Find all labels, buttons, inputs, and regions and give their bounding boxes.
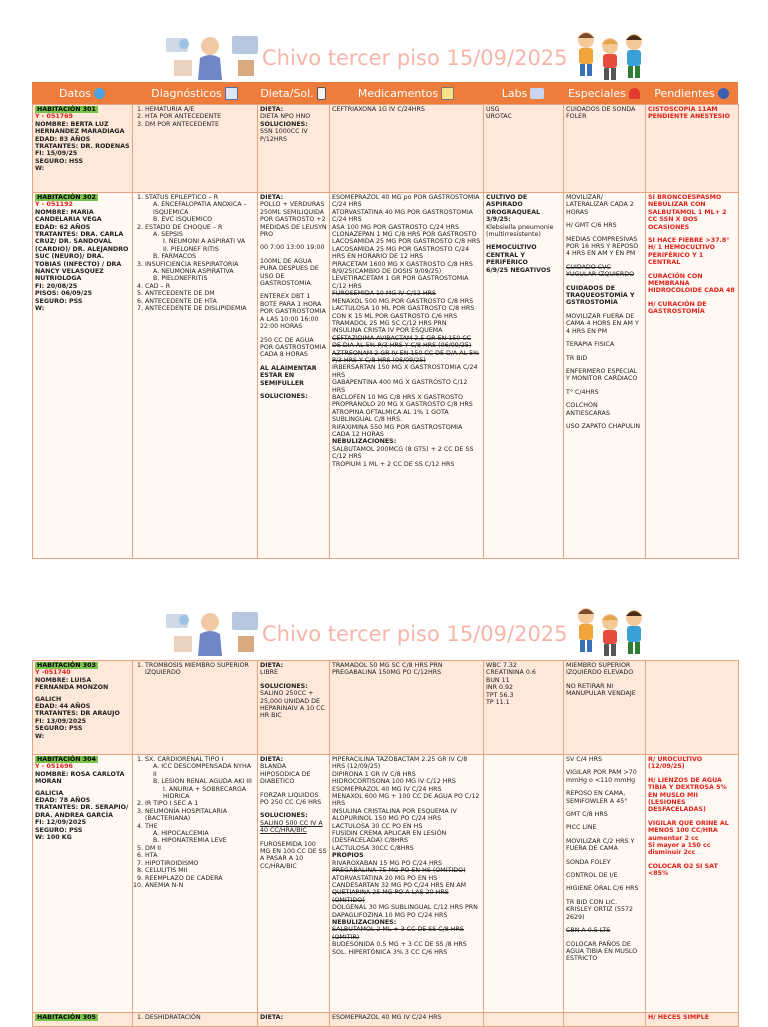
- special-item: H/ GMT C/6 HRS: [566, 222, 617, 230]
- meds-cell: [330, 1013, 484, 1027]
- special-item: GMT C/8 HRS: [566, 811, 608, 819]
- special-item: MOVILIZAR FUERA DE CAMA 4 HORS EN AM Y 4 HRS EN PM: [566, 312, 639, 335]
- med-item: DAPAGLIFOZINA 10 MG PO C/24 HRS: [332, 911, 448, 919]
- pending-item: COLOCAR O2 SI SAT <85%: [648, 862, 718, 878]
- med-item: ALOPURINOL 150 MG PO C/24 HRS: [332, 815, 442, 823]
- patient-name-cont: GALICIA: [35, 789, 64, 797]
- lab-item: WBC 7.32: [486, 662, 517, 669]
- diagnosis-item: 10. ANEMIA N-N: [145, 882, 255, 889]
- diagnosis-sub: B. FARMACOS: [153, 253, 197, 261]
- patient-fi: FI: 20/08/25: [35, 282, 78, 290]
- col-datos: [32, 82, 132, 104]
- room-badge: HABITACIÓN 304: [37, 756, 96, 763]
- med-item: CLONAZEPAN 1 MG C/8 HRS POR GASTROSTO: [332, 231, 477, 239]
- patient-doctors: TRATANTES: DR ARAUJO: [35, 710, 120, 718]
- pendientes-cell: [646, 755, 739, 1013]
- labs-cell: [484, 193, 564, 559]
- table-row-301: [33, 105, 739, 193]
- pendientes-cell: [646, 105, 739, 193]
- diet-label: DIETA:: [260, 756, 284, 763]
- med-item: SALBUTAMOL 2 ML + 3 CC DE SS C/8 HRS (OMITIR): [332, 926, 464, 941]
- med-item: ESOMEPRAZOL 40 MG po POR GASTROSTOMIA C/24 HRS: [332, 194, 480, 209]
- med-item: ESOMEPRAZOL 40 MG IV C/24 HRS: [332, 1014, 442, 1021]
- room-badge: HABITACIÓN 305: [37, 1014, 96, 1021]
- special-item: HIGIENE ORAL C/6 HRS: [566, 885, 639, 893]
- med-item: IRBERSARTAN 150 MG X GASTROSTOMIA C/24 HRS: [332, 364, 478, 379]
- lab-item: HEMOCULTIVO CENTRAL Y PERIFERICO: [486, 244, 537, 267]
- pending-item: H/ CURACIÓN DE GASTROSTOMÍA: [648, 300, 707, 316]
- patient-insurance: SEGURO: PSS: [35, 826, 83, 834]
- diet-text: POLLO + VERDURAS 250ML SEMILIQUIDA POR GASTROSTO +2 MEDIDAS DE LEUSYN PRO: [260, 201, 327, 239]
- dieta-cell: [258, 1013, 330, 1027]
- meds-cell: [330, 193, 484, 559]
- question-icon: [718, 88, 729, 99]
- med-item: CANDESARTAN 32 MG PO C/24 HRS EN AM: [332, 881, 467, 889]
- med-item: TRAMADOL 25 MG SC C/12 HRS PRN: [332, 319, 447, 327]
- diag-cell: [133, 661, 258, 755]
- solutions-label: SOLUCIONES:: [260, 812, 308, 820]
- patient-id: Y - 051192: [35, 201, 73, 209]
- page-header: [32, 28, 738, 84]
- diet-text: BLANDA HIPOSODICA DE DIABETICO: [260, 763, 311, 786]
- med-item: BUDESONIDA 0.5 MG + 3 CC DE SS /8 HRS: [332, 941, 467, 949]
- med-item: HIDROCORTISONA 100 MG IV C/12 HRS: [332, 778, 456, 786]
- labs-cell: [484, 1013, 564, 1027]
- special-item: MEDIAS COMPRESIVAS POR 16 HRS Y REPOSO 4 HRS EN AM Y EN PM: [566, 235, 639, 258]
- special-item: NO RETIRAR NI MANUPULAR VENDAJE: [566, 682, 636, 698]
- med-item: SOL. HIPERTÓNICA 3% 3 CC C/6 HRS: [332, 948, 448, 956]
- med-item: ATORVASTATINA 40 MG POR GASTROSTOMIA C/24 HRS: [332, 208, 473, 224]
- patient-doctors: TRATANTES: DR. RODENAS: [35, 143, 130, 151]
- diet-text: LIBRE: [260, 669, 279, 677]
- pending-item: CURACIÓN CON MEMBRANA HIDROCOLOIDE CADA 48: [648, 272, 735, 295]
- diagnosis-sub: B. PIELONEFRITIS: [153, 275, 208, 283]
- special-item: COLCHON ANTIESCARAS: [566, 402, 610, 417]
- especiales-cell: [564, 661, 646, 755]
- med-item: PREGABALINA 75 MG PO EN HS (OMITIDO): [332, 867, 466, 875]
- dieta-cell: [258, 755, 330, 1013]
- col-medicamentos: [329, 82, 483, 104]
- patient-name-cont: GALICH: [35, 695, 62, 703]
- med-item: GABAPENTINA 400 MG X GASTROSTO C/12 HRS: [332, 379, 468, 394]
- alarm-siren-icon: [629, 88, 640, 99]
- patient-insurance: SEGURO: HSS: [35, 157, 84, 165]
- special-item: MOVILIZAR/ LATERALIZAR CADA 2 HORAS: [566, 194, 634, 216]
- diag-cell: [133, 193, 258, 559]
- diagnosis-item: 1. SX. CARDIORENAL TIPO I: [145, 756, 255, 763]
- diagnosis-item: 2. HTA POR ANTECEDENTE: [145, 113, 255, 120]
- med-item: PREGABALINA 150MG PO C/12HRS: [332, 669, 442, 677]
- especiales-cell: [564, 105, 646, 193]
- special-item: CUIDADOS DE SONDA FOLER: [566, 106, 636, 121]
- special-item: SV C/4 HRS: [566, 756, 602, 763]
- pending-item: R/ UROCULTIVO (12/09/25): [648, 756, 703, 771]
- pending-item: H/ HECES SIMPLE: [648, 1014, 710, 1021]
- col-label: Diagnósticos: [151, 86, 222, 100]
- patient-name: NOMBRE: MARIA CANDELARIA VEGA: [35, 208, 102, 224]
- diet-label: DIETA:: [260, 194, 284, 201]
- pending-item: VIGILAR QUE ORINE AL MENOS 100 CC/HRA aumentar 2 cc: [648, 819, 729, 842]
- col-label: Labs: [501, 86, 528, 100]
- diet-text: DIETA NPO HNO: [260, 113, 311, 121]
- med-item: RIFAXIMINA 550 MG POR GASTROSTOMIA CADA 12 HORAS: [332, 423, 463, 438]
- patient-fi: FI: 15/09/25: [35, 150, 78, 158]
- diagnosis-item: 2. IR TIPO I SEC A 1: [145, 800, 255, 807]
- pending-item: SI HACE FIEBRE >37.8°: [648, 237, 730, 245]
- diagnosis-sub: I. NEUMONI A ASPIRATI VA: [163, 238, 246, 246]
- pills-icon: [441, 87, 454, 100]
- diag-cell: [133, 755, 258, 1013]
- solutions-label: SOLUCIONES:: [260, 392, 308, 400]
- nebulization-label: NEBULIZACIONES:: [332, 438, 397, 446]
- lab-item: 6/9/25 NEGATIVOS: [486, 266, 551, 274]
- patient-id: Y - 051769: [35, 113, 73, 121]
- dieta-cell: [258, 193, 330, 559]
- diagnosis-item: 1. TROMBOSIS MIEMBRO SUPERIOR IZQUIERDO: [145, 662, 255, 677]
- diet-text: ENTEREX DBT 1 BOTE PARA 1 HORA POR GASTROSTOMIA A LAS 10:00 16:00 22:00 HORAS: [260, 293, 326, 331]
- datos-cell: [33, 1013, 133, 1027]
- special-item: CBN A 0.5 LTS: [566, 927, 611, 935]
- med-item: DIPIRONA 1 GR IV C/8 HRS: [332, 770, 416, 778]
- diagnosis-item: 1. HEMATURIA A/E: [145, 106, 255, 113]
- diagnosis-item: 6. HTA: [145, 852, 255, 859]
- med-item: ASA 100 MG POR GASTROSTO C/24 HRS: [332, 223, 459, 231]
- special-item: TERAPIA FISICA: [566, 341, 615, 349]
- special-item: USO ZAPATO CHAPULIN: [566, 422, 641, 430]
- page-title: Chivo tercer piso 15/09/2025: [262, 622, 568, 646]
- diagnosis-item: 9. REEMPLAZO DE CADERA: [145, 875, 255, 882]
- diagnosis-sub: A. HIPOCALCEMIA: [153, 830, 209, 838]
- lab-item: INR 0.92: [486, 684, 513, 692]
- diagnosis-item: 5. DM II: [145, 845, 255, 852]
- diagnosis-item: 2. ESTADO DE CHOQUE – R: [145, 224, 255, 231]
- col-dieta: [257, 82, 329, 104]
- diet-text: 250 CC DE AGUA POR GASTROSTOMIA CADA 8 HORAS: [260, 336, 326, 359]
- pendientes-cell: [646, 1013, 739, 1027]
- clipboard-icon: [225, 87, 238, 100]
- diet-label: DIETA:: [260, 662, 284, 669]
- diet-text: FORZAR LIQUIDOS PO 250 CC C/6 HRS: [260, 791, 322, 807]
- datos-cell: [33, 193, 133, 559]
- med-item: MENAXOL 500 MG POR GASTROSTO C/8 HRS: [332, 297, 474, 305]
- med-item: PIRACETAM 1600 MG X GASTROSTO C/8 HRS 8/9/25(CAMBIO DE DOSIS 9/09/25): [332, 260, 473, 276]
- med-item: LACOSAMIDA 25 MG POR GASTROSTO C/24 HRS EN HORARIO DE 12 HRS: [332, 245, 470, 261]
- diet-label: DIETA:: [260, 106, 284, 113]
- especiales-cell: [564, 1013, 646, 1027]
- person-icon: [94, 88, 105, 99]
- pending-item: CISTOSCOPIA 11AM PENDIENTE ANESTESIO: [648, 106, 730, 121]
- med-item: MENAXOL 600 MG + 100 CC DE AGUA PO C/12 HRS: [332, 793, 480, 808]
- nebulization-label: NEBULIZACIONES:: [332, 918, 397, 926]
- diagnosis-item: 8. CELULITIS MII: [145, 867, 255, 874]
- med-item: BACLOFEN 10 MG C/8 HRS X GASTROSTO: [332, 393, 463, 401]
- special-item: MIEMBRO SUPERIOR IZQUIERDO ELEVADO: [566, 662, 634, 677]
- med-item: LACTULOSA 30 CC PO EN HS: [332, 822, 423, 830]
- special-item: ENFERMERO ESPECIAL Y MONITOR CARDIACO: [566, 367, 638, 383]
- diet-label: DIETA:: [260, 1014, 284, 1021]
- special-item: TR BID CON LIC. KRISLEY ORTIZ (5572 2629): [566, 898, 634, 921]
- diagnosis-item: 4. THE: [145, 823, 255, 830]
- datos-cell: [33, 661, 133, 755]
- med-item: PIPERACILINA TAZOBACTAM 2.25 GR IV C/8 HRS (12/09/25): [332, 756, 468, 771]
- datos-cell: [33, 755, 133, 1013]
- med-item: CEFTAZIDIMA AVIBACTAM 2.5 GR EN 150 CC DE DIA AL 5% P/3 HRS Y C/8 HRS (06/09/25): [332, 334, 472, 350]
- table-row-303: [33, 661, 739, 755]
- patient-weight: W:: [35, 165, 45, 173]
- patient-age: EDAD: 83 AÑOS: [35, 135, 91, 143]
- med-item: ESOMEPRAZOL 40 MG IV C/24 HRS: [332, 785, 442, 793]
- pending-item: H/ 1 HEMOCULTIVO PERIFÉRICO Y 1 CENTRAL: [648, 244, 715, 267]
- labs-cell: [484, 105, 564, 193]
- special-item: CONTROL DE I/E: [566, 872, 618, 880]
- patient-weight: W: 100 KG: [35, 834, 72, 842]
- special-item: MOVILIZAR C/2 HRS Y FUERA DE CAMA: [566, 837, 635, 853]
- diagnosis-item: 3. DM POR ANTECEDENTE: [145, 121, 255, 128]
- solutions-label: SOLUCIONES:: [260, 682, 308, 690]
- solutions-text: SSN 1000CC IV P/12HRS: [260, 128, 308, 143]
- dieta-cell: [258, 661, 330, 755]
- patients-table-1: [32, 104, 739, 559]
- lab-item: USG: [486, 106, 500, 113]
- patient-fi: FI: 12/09/2025: [35, 819, 87, 827]
- diagnosis-sub: II. PIELONEF RITIS: [163, 245, 219, 253]
- patient-insurance: SEGURO: PSS: [35, 725, 83, 733]
- special-item: COLOCAR PAÑOS DE AGUA TIBIA EN MUSLO ESTRICTO: [566, 940, 638, 963]
- med-item: LEVETIRACETAM 1 GR POR GASTROSTOMIA C/12 HRS: [332, 275, 469, 290]
- med-item: QUETIAPINA 25 MG PO A LAS 20 HRS (OMITIDO): [332, 889, 449, 904]
- special-item: REPOSO EN CAMA, SEMIFOWLER A 45°: [566, 790, 628, 805]
- diagnosis-item: 7. HIPOTIROIDISMO: [145, 860, 255, 867]
- own-meds-label: PROPIOS: [332, 852, 364, 860]
- page-2: [32, 604, 738, 1024]
- patient-doctors: TRATANTES: DRA. CARLA CRUZ/ DR. SANDOVAL (CARDIO)/ DR. ALEJANDRO SUC (NEURO)/ DRA. TOBIAS (INFECTO) / DRA NANCY VELASQUEZ NUTRIOLOGA: [35, 231, 129, 283]
- nurse-illustration-icon: [154, 606, 266, 656]
- datos-cell: [33, 105, 133, 193]
- special-item: T° C/4HRS: [566, 388, 599, 396]
- iv-bag-icon: [317, 87, 326, 100]
- special-item: SONDA FOLEY: [566, 858, 611, 866]
- patient-weight: W:: [35, 732, 45, 740]
- diagnosis-sub: A. ENCEFALOPATIA ANOXICA – ISQUEMICA: [153, 201, 247, 216]
- patient-name: NOMBRE: LUISA FERNANDA MONZON: [35, 676, 109, 692]
- lab-item: UROTAC: [486, 113, 512, 121]
- col-label: Datos: [59, 86, 91, 100]
- patient-doctors: TRATANTES: DR. SERAPIO/ DRA. ANDREA GARCÍA: [35, 804, 129, 819]
- special-item: CUIDADOS DE TRAQUEOSTOMÍA Y GSTROSTOMÍA: [566, 284, 635, 307]
- col-diagnosticos: [132, 82, 257, 104]
- labs-cell: [484, 661, 564, 755]
- med-item: DOLGENAL 30 MG SUBLINGUAL C/12 HRS PRN: [332, 904, 478, 912]
- nurse-illustration-icon: [154, 30, 266, 80]
- med-item: RIVAROXABAN 15 MG PO C/24 HRS: [332, 859, 443, 867]
- page-header: [32, 604, 738, 660]
- patient-fi: FI: 13/09/2025: [35, 717, 87, 725]
- solutions-label: SOLUCIONES:: [260, 120, 308, 128]
- diagnosis-sub: A. NEUMONIA ASPIRATIVA: [153, 268, 234, 276]
- children-illustration-icon: [572, 28, 652, 84]
- table-row-305: [33, 1013, 739, 1027]
- diagnosis-sub: B. LESION RENAL AGUDA AKI III: [153, 778, 252, 786]
- lab-item: BUN 11: [486, 676, 510, 684]
- diagnosis-item: 6. ANTECEDENTE DE HTA: [145, 298, 255, 305]
- med-item: PROPRANOLO 20 MG X GASTROSTO C/8 HRS: [332, 401, 473, 409]
- diet-text: 00 7:00 13:00 19:00: [260, 244, 325, 252]
- column-header-bar: [32, 82, 738, 104]
- med-item: LACTULOSA 10 ML POR GASTROSTO C/8 HRS: [332, 305, 475, 313]
- diagnosis-sub: B. HIPONATREMIA LEVE: [153, 837, 227, 845]
- diagnosis-sub: A. ICC DESCOMPENSADA NYHA II: [153, 763, 252, 778]
- table-row-304: [33, 755, 739, 1013]
- room-badge: HABITACIÓN 302: [37, 194, 96, 201]
- lab-item: CULTIVO DE ASPIRADO OROGRAQUEAL: [486, 194, 541, 216]
- children-illustration-icon: [572, 604, 652, 660]
- pendientes-cell: [646, 193, 739, 559]
- col-pendientes: [645, 82, 738, 104]
- patient-name: NOMBRE: BERTA LUZ HERNANDEZ MARADIAGA: [35, 120, 125, 136]
- diagnosis-sub: A. SEPSIS: [153, 231, 183, 239]
- patient-weight: W:: [35, 305, 45, 313]
- room-badge: HABITACIÓN 301: [37, 106, 96, 113]
- diagnosis-item: 3. INSUFICIENCIA RESPIRATORIA: [145, 261, 255, 268]
- page-title: Chivo tercer piso 15/09/2025: [262, 46, 568, 70]
- med-item: LACOSAMIDA 25 MG POR GASTROSTO C/8 HRS: [332, 238, 481, 246]
- med-item: FUSIDIN CREMA APLICAR EN LESIÓN (DESFACELADA) C/8HRS: [332, 830, 447, 845]
- special-item: CUIDADO CVC YUGULAR IZQUIERDO: [566, 263, 635, 279]
- room-badge: HABITACIÓN 303: [37, 662, 96, 669]
- solutions-text: SALINO 500 CC IV A 40 CC/HRA/BIC: [260, 819, 323, 835]
- special-item: PICC LINE: [566, 824, 597, 832]
- med-item: INSULINA CRISTALINA POR ESQUEMA IV: [332, 807, 457, 815]
- diagnosis-item: 5. ANTECEDENTE DE DM: [145, 290, 255, 297]
- col-label: Especiales: [568, 86, 626, 100]
- lab-item: TPT 56.3: [486, 691, 514, 699]
- col-labs: [483, 82, 563, 104]
- pending-item: H/ LIENZOS DE AGUA TIBIA Y DEXTROSA 5% EN MUSLO MII (LESIONES DESFACELADAS): [648, 776, 727, 814]
- diag-cell: [133, 1013, 258, 1027]
- patient-age: EDAD: 62 AÑOS: [35, 223, 91, 231]
- patient-insurance: SEGURO: PSS: [35, 297, 83, 305]
- med-item: CEFTRIAXONA 1G IV C/24HRS: [332, 106, 425, 113]
- labs-cell: [484, 755, 564, 1013]
- patient-age: EDAD: 78 AÑOS: [35, 797, 91, 805]
- meds-cell: [330, 105, 484, 193]
- lab-item: TP 11.1: [486, 699, 510, 707]
- table-row-302: [33, 193, 739, 559]
- lab-item: CREATININA 0.6: [486, 669, 536, 677]
- patient-name: NOMBRE: ROSA CARLOTA MORAN: [35, 770, 125, 786]
- lab-item: Klebsiella pneumonie (multirresistente): [486, 223, 554, 239]
- diagnosis-item: 3. NEUMONÍA HOSPITALARIA (BACTERIANA): [145, 808, 255, 823]
- med-item: LACTULOSA 30CC C/8HRS: [332, 844, 414, 852]
- med-item: TRAMADOL 50 MG SC C/8 HRS PRN: [332, 662, 443, 669]
- special-item: VIGILAR POR PAM >70 mmHg o <110 mmHg: [566, 769, 637, 784]
- especiales-cell: [564, 193, 646, 559]
- diagnosis-item: 1. STATUS EPILEPTICO – R: [145, 194, 255, 201]
- diag-cell: [133, 105, 258, 193]
- diagnosis-sub: I. ANURIA + SOBRECARGA HIDRICA: [163, 785, 247, 801]
- meds-cell: [330, 661, 484, 755]
- diet-text: 100ML DE AGUA PURA DESPUES DE USO DE GASTROSTOMIA: [260, 257, 319, 288]
- diagnosis-item: 4. CAD – R: [145, 283, 255, 290]
- med-item: INSULINA CRISTA IV POR ESQUEMA: [332, 327, 443, 335]
- page-1: [32, 28, 738, 558]
- med-item: SALBUTAMOL 200MCG (8 GTS) + 2 CC DE SS C/12 HRS: [332, 445, 474, 461]
- diagnosis-item: 1. DESHIDRATACIÓN: [145, 1014, 255, 1021]
- especiales-cell: [564, 755, 646, 1013]
- med-item: ATROPINA OFTALMICA AL 1% 1 GOTA SUBLINGUAL C/8 HRS.: [332, 408, 449, 424]
- diet-text: AL ALAIMENTAR ESTAR EN SEMIFULLER: [260, 364, 317, 387]
- special-item: TR BID: [566, 354, 588, 362]
- solutions-text: SALINO 250CC + 25,000 UNIDAD DE HEPARINAIV A 10 CC HR BIC: [260, 690, 325, 720]
- patient-id: Y -051740: [35, 669, 71, 677]
- pending-item: SI BRONCOESPASMO NEBULIZAR CON SALBUTAMOL 1 ML+ 2 CC SSN X DOS OCASIONES: [648, 194, 727, 231]
- patient-age: EDAD: 44 AÑOS: [35, 703, 91, 711]
- diagnosis-sub: B. EVC ISQUEMICO: [153, 216, 213, 224]
- lab-item: 3/9/25:: [486, 216, 511, 224]
- meds-cell: [330, 755, 484, 1013]
- dieta-cell: [258, 105, 330, 193]
- col-label: Pendientes: [654, 86, 715, 100]
- med-item: ATORVASTATINA 20 MG PO EN HS: [332, 874, 438, 882]
- patients-table-2: [32, 660, 739, 1027]
- diagnosis-item: 7. ANTECEDENTE DE DISLIPIDEMIA: [145, 305, 255, 312]
- pendientes-cell: [646, 661, 739, 755]
- med-item: TROPIUM 1 ML + 2 CC DE SS C/12 HRS: [332, 460, 455, 468]
- med-item: CON K 15 ML POR GASTROSTO C/6 HRS: [332, 312, 458, 320]
- patient-floor-date: PISOS: 06/09/25: [35, 290, 92, 298]
- med-item: FUROSEMIDA 10 MG IV C/12 HRS: [332, 290, 437, 298]
- test-tubes-icon: [530, 88, 544, 99]
- col-especiales: [563, 82, 645, 104]
- col-label: Medicamentos: [357, 86, 439, 100]
- pending-item: Si mayor a 150 cc disminuir 2cc: [648, 842, 711, 857]
- med-item: AZTREONAM 2 GR IV EN 150 CC DE D/A AL 5% P/3 HRS Y C/8 HRS (06/09/25): [332, 349, 480, 364]
- patient-id: Y - 051696: [35, 763, 73, 771]
- col-label: Dieta/Sol.: [260, 86, 314, 100]
- solutions-text: FUROSEMIDA 100 MG EN 100 CC DE SS A PASAR A 10 CC/HRA/BIC: [260, 840, 327, 870]
